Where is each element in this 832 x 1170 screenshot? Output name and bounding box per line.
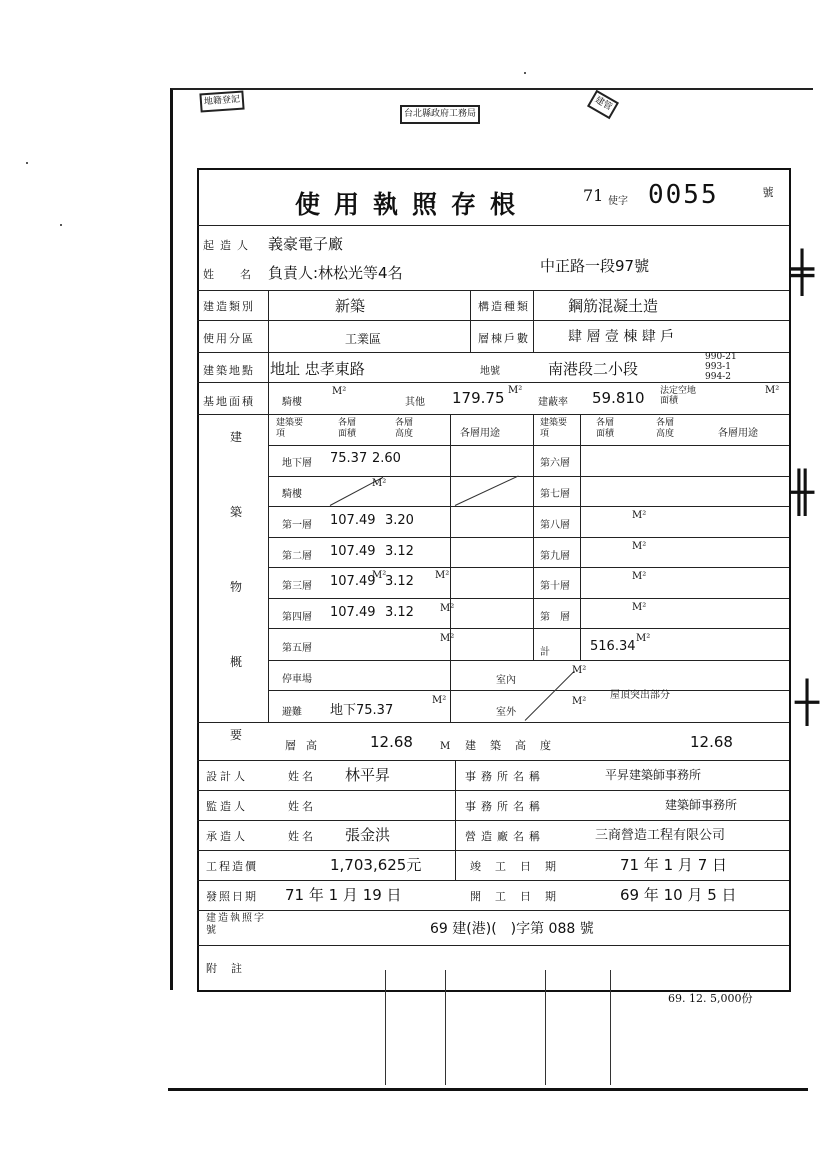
parking-outdoor: 室外	[496, 707, 516, 718]
floor-height: 3.20	[385, 513, 414, 528]
floor-item: 第七層	[540, 489, 570, 500]
col-header-use: 各層用途	[718, 428, 758, 439]
bottom-rule	[168, 1088, 808, 1091]
floor-height: 2.60	[372, 451, 401, 466]
col-header-item: 建築要項	[276, 418, 304, 439]
permit-label: 建造執照字號	[206, 913, 266, 936]
bldg-height-value: 12.68	[690, 733, 733, 751]
col-header-area: 各層面積	[596, 418, 615, 439]
floor-height: 3.12	[385, 605, 414, 620]
rule	[455, 760, 456, 880]
supervisor-name-label: 姓名	[288, 800, 316, 813]
floor-area: 107.49	[330, 513, 376, 528]
land-value: 南港段二小段	[548, 360, 639, 378]
rule	[450, 414, 451, 722]
unit-m2: M²	[636, 633, 651, 644]
parking-indoor: 室內	[496, 675, 516, 686]
designer-label: 設計人	[206, 770, 248, 783]
unit-m2: M²	[435, 570, 450, 581]
floor-item: 第八層	[540, 520, 570, 531]
unit-m2: M²	[632, 510, 647, 521]
rule	[268, 506, 789, 507]
responsible-person: 負責人:林松光等4名	[268, 264, 403, 282]
department-stamp: 台北縣政府工務局	[400, 105, 480, 124]
unit-m2: M²	[632, 541, 647, 552]
rule	[197, 880, 789, 881]
unit-m2: M²	[572, 696, 587, 707]
applicant-address: 中正路一段97號	[540, 257, 650, 275]
cost-label: 工程造價	[206, 860, 258, 873]
contractor-label: 承造人	[206, 830, 248, 843]
floor-height-value: 12.68	[370, 733, 413, 751]
arcade-label: 騎樓	[282, 397, 302, 408]
rule	[197, 850, 789, 851]
rule	[197, 760, 789, 761]
rule	[268, 476, 789, 477]
rule	[268, 628, 789, 629]
rule	[533, 414, 534, 660]
rule	[268, 598, 789, 599]
floor-item: 地下層	[282, 458, 312, 469]
contractor-name: 張金洪	[345, 826, 391, 844]
col-header-height: 各層高度	[395, 418, 414, 439]
building-label: 築	[230, 505, 243, 519]
build-type-value: 新築	[335, 297, 366, 315]
applicant-label: 起造人	[203, 239, 254, 252]
building-label: 要	[230, 728, 243, 742]
permit-value: 69 建(港)( )字第 088 號	[430, 921, 594, 937]
edge-fragment: ┼	[795, 680, 820, 726]
rule	[197, 945, 789, 946]
col-header-height: 各層高度	[656, 418, 675, 439]
open-space-label: 法定空地面積	[660, 386, 697, 406]
approval-stamps	[385, 970, 610, 1085]
floor-item: 第四層	[282, 612, 312, 623]
designer-office-label: 事務所名稱	[465, 770, 545, 783]
use-zone-label: 使用分區	[203, 332, 255, 345]
building-label: 物	[230, 580, 243, 594]
rule	[268, 567, 789, 568]
floor-item: 第六層	[540, 458, 570, 469]
unit-m2: M²	[332, 386, 347, 397]
rule	[197, 910, 789, 911]
site-area-label: 基地面積	[203, 395, 255, 408]
land-numbers: 990-21 993-1 994-2	[705, 352, 737, 382]
unit-m2: M²	[372, 570, 387, 581]
speck	[524, 72, 526, 74]
build-type-label: 建造類別	[203, 300, 255, 313]
rule	[197, 820, 789, 821]
floor-area: 107.49	[330, 574, 376, 589]
edge-fragment: ╫	[790, 470, 815, 516]
speck	[26, 162, 28, 164]
unit-m2: M²	[432, 695, 447, 706]
col-header-use: 各層用途	[460, 428, 500, 439]
floor-item: 第十層	[540, 581, 570, 592]
edge-fragment: ╪	[790, 250, 815, 296]
unit-m2: M²	[632, 602, 647, 613]
rule	[268, 445, 789, 446]
issue-value: 71 年 1 月 19 日	[285, 886, 402, 904]
floor-height: 3.12	[385, 544, 414, 559]
cost-value: 1,703,625元	[330, 856, 422, 874]
rule	[268, 660, 789, 661]
rule	[470, 290, 471, 352]
coverage-label: 建蔽率	[538, 397, 568, 408]
land-label: 地號	[480, 366, 500, 377]
finish-label: 竣工日期	[470, 860, 570, 873]
supervisor-label: 監造人	[206, 800, 248, 813]
rule	[197, 722, 789, 723]
roof-label: 屋頂突出部分	[610, 690, 670, 701]
unit-m2: M²	[440, 633, 455, 644]
applicant-name: 義豪電子廠	[268, 235, 344, 253]
unit-m2: M²	[508, 385, 523, 396]
floors-value: 肆 層 壹 棟 肆 戶	[568, 329, 675, 345]
rule	[533, 290, 534, 352]
col-header-item: 建築要項	[540, 418, 568, 439]
floor-item: 騎樓	[282, 489, 302, 500]
supervisor-office: 建築師事務所	[665, 798, 738, 812]
rule	[268, 690, 789, 691]
coverage-value: 59.810	[592, 389, 645, 407]
unit-m2: M²	[440, 603, 455, 614]
supervisor-office-label: 事務所名稱	[465, 800, 545, 813]
start-label: 開工日期	[470, 890, 570, 903]
building-label: 建	[230, 430, 243, 444]
rule	[268, 537, 789, 538]
rule	[197, 320, 789, 321]
page-title: 使用執照存根	[295, 190, 530, 219]
floor-item: 第九層	[540, 551, 570, 562]
serial-prefix: 71	[583, 186, 604, 205]
unit-m2: M²	[765, 385, 780, 396]
print-note: 69. 12. 5,000份	[668, 992, 753, 1005]
shelter-value: 地下75.37	[330, 703, 394, 718]
rule	[197, 790, 789, 791]
speck	[60, 224, 62, 226]
floor-area: 75.37	[330, 451, 368, 466]
rule	[580, 414, 581, 660]
shelter-label: 避難	[282, 707, 302, 718]
other-value: 179.75	[452, 389, 505, 407]
registration-stamp: 地籍登記	[199, 90, 244, 112]
rule	[268, 290, 269, 722]
start-value: 69 年 10 月 5 日	[620, 886, 737, 904]
contractor-firm-label: 營造廠名稱	[465, 830, 545, 843]
floors-label: 層棟戶數	[478, 332, 530, 345]
total-value: 516.34	[590, 639, 636, 654]
floor-item: 第二層	[282, 551, 312, 562]
rule	[197, 225, 789, 226]
corner-stamp: 建管	[587, 90, 619, 119]
col-header-area: 各層面積	[338, 418, 357, 439]
location-value: 地址 忠孝東路	[270, 360, 365, 378]
rule	[197, 414, 789, 415]
designer-office: 平昇建築師事務所	[605, 768, 702, 782]
unit-m2: M²	[572, 665, 587, 676]
use-zone-value: 工業區	[345, 332, 382, 346]
designer-name-label: 姓名	[288, 770, 316, 783]
other-label: 其他	[405, 397, 425, 408]
rule	[197, 290, 789, 291]
building-label: 概	[230, 655, 243, 669]
location-label: 建築地點	[203, 364, 255, 377]
serial-suffix: 號	[762, 186, 774, 199]
floor-item: 第三層	[282, 581, 312, 592]
finish-value: 71 年 1 月 7 日	[620, 856, 728, 874]
total-label: 計	[540, 647, 550, 658]
designer-name: 林平昇	[345, 766, 391, 784]
floor-area: 107.49	[330, 544, 376, 559]
unit-m2: M²	[372, 478, 387, 489]
floor-height: 3.12	[385, 574, 414, 589]
structure-value: 鋼筋混凝土造	[568, 297, 659, 315]
floor-item: 第一層	[282, 520, 312, 531]
rule	[197, 382, 789, 383]
remarks-label: 附註	[206, 962, 256, 975]
floor-item: 第五層	[282, 643, 312, 654]
floor-item: 第 層	[540, 612, 570, 623]
rule	[197, 352, 789, 353]
serial-number: 0055	[648, 180, 719, 210]
bldg-height-label: 建築高度	[465, 739, 565, 752]
unit-m2: M²	[632, 571, 647, 582]
parking-label: 停車場	[282, 674, 312, 685]
contractor-name-label: 姓名	[288, 830, 316, 843]
floor-area: 107.49	[330, 605, 376, 620]
serial-label: 使字	[608, 196, 628, 207]
contractor-firm: 三商營造工程有限公司	[595, 828, 726, 843]
structure-label: 構造種類	[478, 300, 530, 313]
floor-height-label: 層高	[285, 739, 327, 752]
name-label: 姓名	[203, 268, 277, 281]
issue-label: 發照日期	[206, 890, 258, 903]
